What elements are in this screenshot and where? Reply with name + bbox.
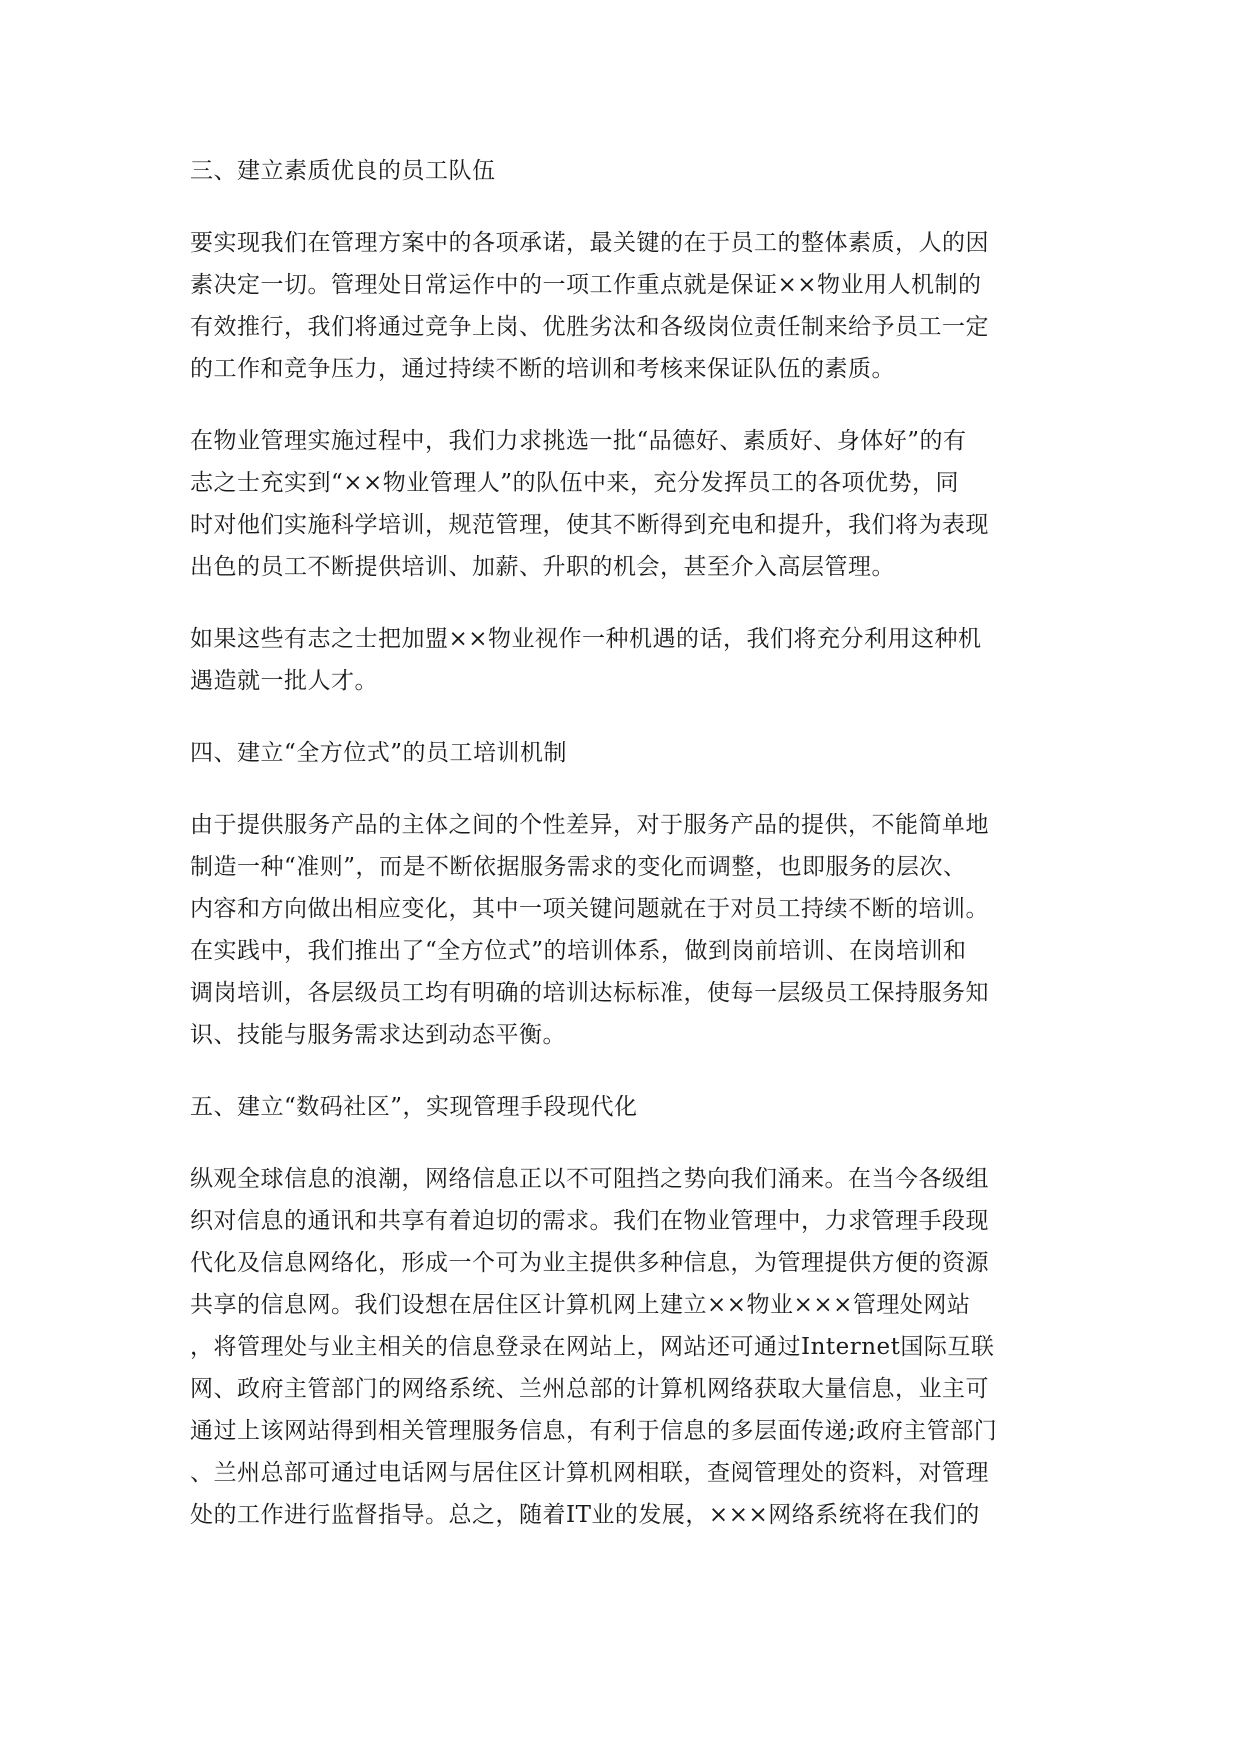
text-line: 志之士充实到“××物业管理人”的队伍中来，充分发挥员工的各项优势，同 xyxy=(190,470,960,496)
text-line: 处的工作进行监督指导。总之，随着IT业的发展，×××网络系统将在我们的 xyxy=(190,1502,980,1528)
text-line: 有效推行，我们将通过竞争上岗、优胜劣汰和各级岗位责任制来给予员工一定 xyxy=(190,314,989,340)
paragraph xyxy=(190,1158,1050,1536)
text-line: 织对信息的通讯和共享有着迫切的需求。我们在物业管理中，力求管理手段现 xyxy=(190,1208,989,1234)
text-line: 在物业管理实施过程中，我们力求挑选一批“品德好、素质好、身体好”的有 xyxy=(190,428,967,454)
text-line: 遇造就一批人才。 xyxy=(190,668,378,694)
text-line: 素决定一切。管理处日常运作中的一项工作重点就是保证××物业用人机制的 xyxy=(190,272,982,298)
text-line: 调岗培训，各层级员工均有明确的培训达标标准，使每一层级员工保持服务知 xyxy=(190,980,989,1006)
text-line: 出色的员工不断提供培训、加薪、升职的机会，甚至介入高层管理。 xyxy=(190,554,895,580)
text-line: ，将管理处与业主相关的信息登录在网站上，网站还可通过Internet国际互联 xyxy=(190,1334,995,1360)
section-heading: 三、建立素质优良的员工队伍 xyxy=(190,158,496,184)
text-line: 纵观全球信息的浪潮，网络信息正以不可阻挡之势向我们涌来。在当今各级组 xyxy=(190,1166,989,1192)
text-line: 要实现我们在管理方案中的各项承诺，最关键的在于员工的整体素质，人的因 xyxy=(190,230,989,256)
paragraph xyxy=(190,222,1050,390)
text-line: 识、技能与服务需求达到动态平衡。 xyxy=(190,1022,566,1048)
text-line: 、兰州总部可通过电话网与居住区计算机网相联，查阅管理处的资料，对管理 xyxy=(190,1460,989,1486)
section-heading: 五、建立“数码社区”，实现管理手段现代化 xyxy=(190,1094,638,1120)
text-line: 共享的信息网。我们设想在居住区计算机网上建立××物业×××管理处网站 xyxy=(190,1292,971,1318)
paragraph xyxy=(190,618,1050,702)
text-line: 的工作和竞争压力，通过持续不断的培训和考核来保证队伍的素质。 xyxy=(190,356,895,382)
text-line: 内容和方向做出相应变化，其中一项关键问题就在于对员工持续不断的培训。 xyxy=(190,896,989,922)
text-line: 网、政府主管部门的网络系统、兰州总部的计算机网络获取大量信息，业主可 xyxy=(190,1376,989,1402)
text-line: 在实践中，我们推出了“全方位式”的培训体系，做到岗前培训、在岗培训和 xyxy=(190,938,967,964)
paragraph xyxy=(190,804,1050,1056)
paragraph xyxy=(190,420,1050,588)
text-line: 制造一种“准则”，而是不断依据服务需求的变化而调整，也即服务的层次、 xyxy=(190,854,967,880)
text-line: 如果这些有志之士把加盟××物业视作一种机遇的话，我们将充分利用这种机 xyxy=(190,626,982,652)
text-line: 由于提供服务产品的主体之间的个性差异，对于服务产品的提供，不能简单地 xyxy=(190,812,989,838)
text-line: 通过上该网站得到相关管理服务信息，有利于信息的多层面传递;政府主管部门 xyxy=(190,1418,998,1444)
text-line: 时对他们实施科学培训，规范管理，使其不断得到充电和提升，我们将为表现 xyxy=(190,512,989,538)
text-line: 代化及信息网络化，形成一个可为业主提供多种信息，为管理提供方便的资源 xyxy=(190,1250,989,1276)
document-page xyxy=(190,150,1050,1536)
section-heading: 四、建立“全方位式”的员工培训机制 xyxy=(190,740,568,766)
